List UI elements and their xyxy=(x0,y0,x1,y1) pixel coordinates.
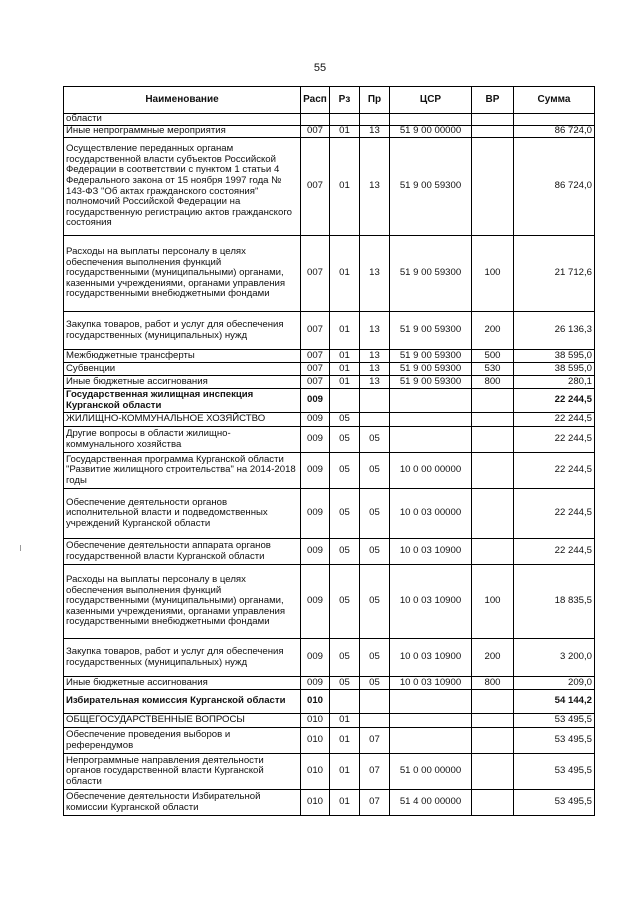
cell-vr xyxy=(472,728,514,754)
cell-name: Государственная жилищная инспекция Курганской области xyxy=(64,389,301,413)
cell-pr xyxy=(360,413,390,427)
cell-pr: 07 xyxy=(360,754,390,790)
cell-sum: 3 200,0 xyxy=(514,639,595,677)
cell-sum: 86 724,0 xyxy=(514,138,595,236)
table-row xyxy=(64,350,595,363)
cell-sum: 22 244,5 xyxy=(514,539,595,565)
cell-vr xyxy=(472,138,514,236)
table-row xyxy=(64,427,595,453)
header-rasp: Расп xyxy=(301,87,330,114)
cell-rz xyxy=(330,114,360,126)
cell-pr: 07 xyxy=(360,728,390,754)
cell-name: Обеспечение деятельности аппарата органов государственной власти Курганской области xyxy=(64,539,301,565)
cell-pr xyxy=(360,714,390,728)
cell-rasp: 009 xyxy=(301,489,330,539)
cell-csr: 10 0 03 10900 xyxy=(390,565,472,639)
cell-pr: 13 xyxy=(360,236,390,312)
cell-name: Закупка товаров, работ и услуг для обеспечения государственных (муниципальных) нужд xyxy=(64,312,301,350)
cell-rasp: 010 xyxy=(301,790,330,816)
cell-rz: 01 xyxy=(330,236,360,312)
cell-pr: 13 xyxy=(360,138,390,236)
table-row xyxy=(64,114,595,126)
cell-vr xyxy=(472,714,514,728)
cell-csr: 51 9 00 59300 xyxy=(390,236,472,312)
table-row xyxy=(64,728,595,754)
cell-rz xyxy=(330,389,360,413)
cell-sum: 26 136,3 xyxy=(514,312,595,350)
cell-name: Непрограммные направления деятельности органов государственной власти Курганской области xyxy=(64,754,301,790)
cell-rasp: 010 xyxy=(301,728,330,754)
header-name: Наименование xyxy=(64,87,301,114)
cell-rasp: 007 xyxy=(301,126,330,138)
cell-sum: 53 495,5 xyxy=(514,714,595,728)
cell-rasp: 007 xyxy=(301,350,330,363)
cell-rasp: 007 xyxy=(301,363,330,376)
header-csr: ЦСР xyxy=(390,87,472,114)
cell-csr: 10 0 03 00000 xyxy=(390,489,472,539)
cell-rasp: 007 xyxy=(301,138,330,236)
cell-vr xyxy=(472,114,514,126)
table-row xyxy=(64,389,595,413)
cell-name: Закупка товаров, работ и услуг для обеспечения государственных (муниципальных) нужд xyxy=(64,639,301,677)
cell-csr xyxy=(390,427,472,453)
table-row xyxy=(64,236,595,312)
cell-pr: 05 xyxy=(360,539,390,565)
table-row xyxy=(64,677,595,690)
cell-csr: 51 9 00 59300 xyxy=(390,312,472,350)
cell-rasp: 010 xyxy=(301,690,330,714)
cell-csr: 51 9 00 59300 xyxy=(390,363,472,376)
cell-sum: 38 595,0 xyxy=(514,350,595,363)
cell-sum: 22 244,5 xyxy=(514,453,595,489)
cell-pr: 13 xyxy=(360,126,390,138)
cell-name: Обеспечение деятельности Избирательной комиссии Курганской области xyxy=(64,790,301,816)
header-vr: ВР xyxy=(472,87,514,114)
cell-name: ОБЩЕГОСУДАРСТВЕННЫЕ ВОПРОСЫ xyxy=(64,714,301,728)
table-row xyxy=(64,565,595,639)
cell-vr xyxy=(472,389,514,413)
cell-csr xyxy=(390,714,472,728)
cell-vr: 100 xyxy=(472,236,514,312)
cell-sum: 18 835,5 xyxy=(514,565,595,639)
table-row xyxy=(64,126,595,138)
cell-csr: 51 4 00 00000 xyxy=(390,790,472,816)
cell-sum: 53 495,5 xyxy=(514,754,595,790)
cell-rz: 01 xyxy=(330,790,360,816)
cell-pr: 05 xyxy=(360,489,390,539)
cell-vr xyxy=(472,754,514,790)
table-row xyxy=(64,790,595,816)
cell-rz: 01 xyxy=(330,350,360,363)
cell-rasp: 009 xyxy=(301,413,330,427)
cell-pr: 05 xyxy=(360,565,390,639)
cell-rz: 05 xyxy=(330,539,360,565)
cell-csr: 51 9 00 59300 xyxy=(390,350,472,363)
cell-csr: 51 9 00 00000 xyxy=(390,126,472,138)
cell-rz: 01 xyxy=(330,754,360,790)
cell-sum: 54 144,2 xyxy=(514,690,595,714)
table-row xyxy=(64,363,595,376)
cell-csr: 51 9 00 59300 xyxy=(390,376,472,389)
cell-name: Межбюджетные трансферты xyxy=(64,350,301,363)
cell-vr xyxy=(472,413,514,427)
cell-sum: 22 244,5 xyxy=(514,489,595,539)
cell-rz: 01 xyxy=(330,714,360,728)
cell-rz: 05 xyxy=(330,639,360,677)
cell-csr: 51 0 00 00000 xyxy=(390,754,472,790)
cell-pr xyxy=(360,389,390,413)
cell-sum: 209,0 xyxy=(514,677,595,690)
table-row xyxy=(64,539,595,565)
cell-pr xyxy=(360,690,390,714)
cell-rasp: 009 xyxy=(301,427,330,453)
cell-rz: 05 xyxy=(330,565,360,639)
margin-mark xyxy=(20,545,21,551)
cell-csr: 10 0 00 00000 xyxy=(390,453,472,489)
cell-rz: 01 xyxy=(330,138,360,236)
header-pr: Пр xyxy=(360,87,390,114)
cell-rasp: 007 xyxy=(301,312,330,350)
header-rz: Рз xyxy=(330,87,360,114)
cell-pr: 05 xyxy=(360,453,390,489)
cell-rasp: 007 xyxy=(301,236,330,312)
cell-sum: 53 495,5 xyxy=(514,728,595,754)
cell-rz: 01 xyxy=(330,376,360,389)
cell-rz: 01 xyxy=(330,312,360,350)
cell-rz: 01 xyxy=(330,126,360,138)
cell-rasp: 010 xyxy=(301,714,330,728)
cell-sum: 86 724,0 xyxy=(514,126,595,138)
table-row xyxy=(64,453,595,489)
cell-pr: 13 xyxy=(360,363,390,376)
cell-name: Иные бюджетные ассигнования xyxy=(64,677,301,690)
cell-sum xyxy=(514,114,595,126)
cell-rz: 05 xyxy=(330,677,360,690)
cell-pr: 05 xyxy=(360,427,390,453)
cell-name: Избирательная комиссия Курганской области xyxy=(64,690,301,714)
table-row xyxy=(64,413,595,427)
cell-csr: 10 0 03 10900 xyxy=(390,677,472,690)
cell-rz: 01 xyxy=(330,363,360,376)
table-row xyxy=(64,138,595,236)
cell-csr xyxy=(390,690,472,714)
cell-pr xyxy=(360,114,390,126)
cell-csr xyxy=(390,728,472,754)
cell-name: области xyxy=(64,114,301,126)
cell-rz xyxy=(330,690,360,714)
cell-rasp: 009 xyxy=(301,539,330,565)
cell-rasp: 009 xyxy=(301,565,330,639)
cell-name: Государственная программа Курганской области "Развитие жилищного строительства" на 2014-2018 годы xyxy=(64,453,301,489)
cell-csr: 10 0 03 10900 xyxy=(390,539,472,565)
cell-vr: 500 xyxy=(472,350,514,363)
cell-name: Субвенции xyxy=(64,363,301,376)
table-row xyxy=(64,376,595,389)
table-header-row xyxy=(64,87,595,114)
cell-vr xyxy=(472,539,514,565)
cell-pr: 05 xyxy=(360,639,390,677)
cell-sum: 53 495,5 xyxy=(514,790,595,816)
header-sum: Сумма xyxy=(514,87,595,114)
cell-pr: 13 xyxy=(360,350,390,363)
table-row xyxy=(64,489,595,539)
cell-vr xyxy=(472,453,514,489)
cell-pr: 07 xyxy=(360,790,390,816)
cell-csr xyxy=(390,413,472,427)
cell-pr: 13 xyxy=(360,376,390,389)
cell-sum: 22 244,5 xyxy=(514,413,595,427)
cell-rasp: 009 xyxy=(301,389,330,413)
cell-name: Обеспечение деятельности органов исполнительной власти и подведомственных учреждений Курганской области xyxy=(64,489,301,539)
cell-name: Расходы на выплаты персоналу в целях обеспечения выполнения функций государственными (муниципальными) органами, казенными учреждениями, органами управления государственными внебюджетными фондами xyxy=(64,565,301,639)
cell-name: Обеспечение проведения выборов и референдумов xyxy=(64,728,301,754)
cell-rasp: 009 xyxy=(301,639,330,677)
cell-vr xyxy=(472,427,514,453)
cell-sum: 280,1 xyxy=(514,376,595,389)
cell-vr: 800 xyxy=(472,677,514,690)
cell-rz: 05 xyxy=(330,427,360,453)
cell-csr: 51 9 00 59300 xyxy=(390,138,472,236)
cell-rz: 05 xyxy=(330,489,360,539)
table-row xyxy=(64,312,595,350)
table-row xyxy=(64,754,595,790)
cell-name: Иные непрограммные мероприятия xyxy=(64,126,301,138)
cell-name: Другие вопросы в области жилищно-коммунального хозяйства xyxy=(64,427,301,453)
cell-sum: 21 712,6 xyxy=(514,236,595,312)
cell-vr: 200 xyxy=(472,639,514,677)
cell-vr xyxy=(472,690,514,714)
cell-sum: 22 244,5 xyxy=(514,389,595,413)
budget-table xyxy=(63,86,595,816)
cell-sum: 22 244,5 xyxy=(514,427,595,453)
cell-vr xyxy=(472,126,514,138)
cell-rasp: 009 xyxy=(301,453,330,489)
cell-rasp: 009 xyxy=(301,677,330,690)
cell-vr: 800 xyxy=(472,376,514,389)
cell-name: Иные бюджетные ассигнования xyxy=(64,376,301,389)
page-number: 55 xyxy=(313,62,327,74)
cell-rasp: 007 xyxy=(301,376,330,389)
cell-rasp: 010 xyxy=(301,754,330,790)
cell-vr xyxy=(472,790,514,816)
cell-vr: 100 xyxy=(472,565,514,639)
cell-rasp xyxy=(301,114,330,126)
cell-vr: 200 xyxy=(472,312,514,350)
table-body xyxy=(64,114,595,816)
cell-vr xyxy=(472,489,514,539)
cell-pr: 05 xyxy=(360,677,390,690)
cell-rz: 01 xyxy=(330,728,360,754)
cell-sum: 38 595,0 xyxy=(514,363,595,376)
cell-name: ЖИЛИЩНО-КОММУНАЛЬНОЕ ХОЗЯЙСТВО xyxy=(64,413,301,427)
cell-name: Осуществление переданных органам государственной власти субъектов Российской Федерации в соответствии с пунктом 1 статьи 4 Федерального закона от 15 ноября 1997 года № 143-ФЗ "Об актах гражданского состояния" полномочий Российской Федерации на государственную регистрацию актов гражданского состояния xyxy=(64,138,301,236)
cell-vr: 530 xyxy=(472,363,514,376)
cell-csr xyxy=(390,389,472,413)
cell-csr xyxy=(390,114,472,126)
cell-rz: 05 xyxy=(330,453,360,489)
cell-rz: 05 xyxy=(330,413,360,427)
cell-csr: 10 0 03 10900 xyxy=(390,639,472,677)
table-row xyxy=(64,714,595,728)
table-row xyxy=(64,690,595,714)
cell-pr: 13 xyxy=(360,312,390,350)
table-row xyxy=(64,639,595,677)
cell-name: Расходы на выплаты персоналу в целях обеспечения выполнения функций государственными (муниципальными) органами, казенными учреждениями, органами управления государственными внебюджетными фондами xyxy=(64,236,301,312)
